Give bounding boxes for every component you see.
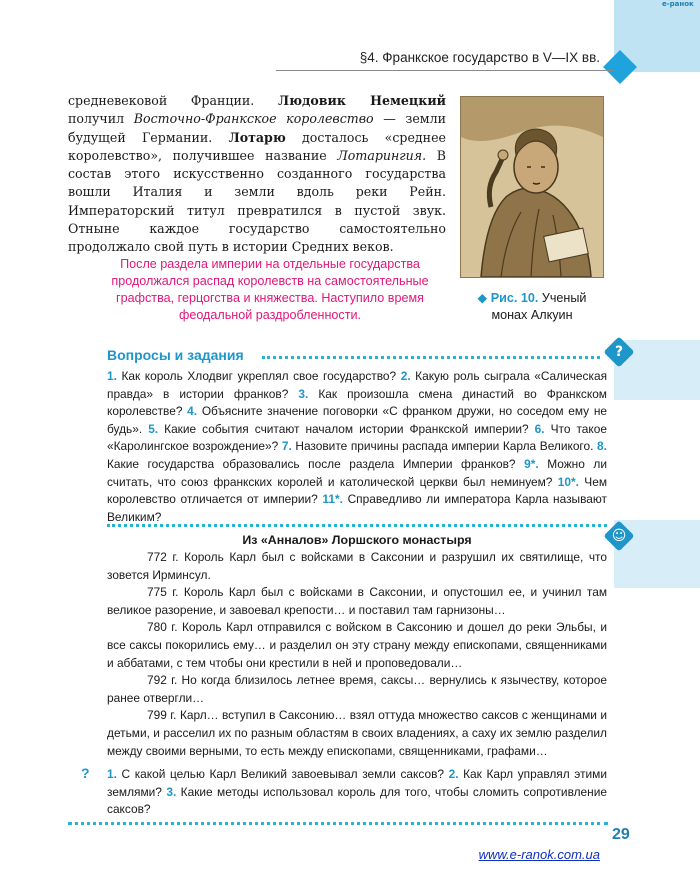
key-conclusion: После раздела империи на отдельные государства продолжался распад королевств на самостоятельные графства, герцогства и княжества. Наступило время феодальной раздробленности.: [111, 257, 429, 322]
questions-bottom-dots: [107, 524, 607, 527]
question-text: Как король Хлодвиг укреплял свое государство?: [121, 369, 397, 383]
question-text: С какой целью Карл Великий завоевывал земли саксов?: [121, 767, 444, 781]
document-icon: [603, 520, 634, 551]
main-text-part: получил: [68, 111, 134, 127]
publisher-logo: e-ранок: [662, 0, 694, 8]
question-number: 1.: [107, 369, 117, 383]
annal-entry: 780 г. Король Карл отправился с войском в Саксонию и дошел до реки Эльбы, и все саксы покорились ему… и разделил он эту страну между епископами, священниками и аббатами, с тем чтобы они крестили в ней и проповедовали…: [107, 620, 607, 670]
question-number: 6.: [534, 421, 545, 436]
term-east-kingdom: Восточно-Франкское королевство: [133, 111, 374, 127]
alcuin-portrait-image: [460, 96, 604, 278]
question-number: 2.: [400, 369, 411, 383]
question-text: Какую роль сыграла «Салическая правда» в истории франков?: [107, 369, 608, 401]
footer-dots: [68, 822, 608, 825]
question-text: Как Карл управлял этими землями?: [107, 767, 607, 799]
document-title: Из «Анналов» Лоршского монастыря: [242, 533, 472, 547]
document-questions: [107, 766, 607, 819]
annal-entry: 775 г. Король Карл был с войсками в Саксонии, и опустошил ее, и учинил там великое разорение, и завоевал крепости… и поставил там гарнизоны…: [107, 585, 607, 617]
question-text: Что такое «Каролингское возрождение»?: [107, 421, 607, 454]
main-text-part: — земли будущей Германии.: [68, 111, 446, 145]
question-text: Какие методы использовал король для того, чтобы сломить сопротивление саксов?: [107, 784, 607, 817]
annal-entry: 792 г. Но когда близилось летнее время, саксы… вернулись к язычеству, которое ранее отвергли…: [107, 673, 607, 705]
question-number: 3.: [298, 386, 309, 401]
annal-entry: 772 г. Король Карл был с войсками в Саксонии и разрушил их святилище, что зовется Ирминсул.: [107, 550, 607, 582]
term-ludovik: Людовик Немецкий: [277, 93, 447, 108]
question-icon: [603, 336, 634, 367]
annal-entry: 799 г. Карл… вступил в Саксонию… взял оттуда множество саксов с женщинами и детьми, и расселил их по разным областям в своих владениях, а саху их землю разделил между своими верными, то есть между епископами, священниками, графами…: [107, 708, 607, 758]
question-text: Можно ли считать, что союз франкских королей и католической церкви был неминуем?: [107, 456, 607, 489]
question-text: Назовите причины распада империи Карла Великого.: [295, 439, 594, 454]
question-number: 2.: [448, 767, 459, 781]
question-number: 4.: [187, 404, 198, 419]
question-number: 3.: [166, 784, 177, 799]
question-number: 9*.: [524, 456, 539, 471]
questions-title: Вопросы и задания: [107, 347, 244, 363]
question-mark-icon: ?: [81, 765, 90, 781]
main-text-part: В состав этого искусственно созданного государства вошли Италия и земли вдоль реки Рейн. Императорский титул превратился в пустой звук. Отныне каждое государство самостоятельно продолжало свой путь в истории Средних веков.: [68, 147, 446, 255]
main-text-part: средневековой Франции.: [68, 93, 278, 108]
question-number: 11*.: [322, 492, 343, 507]
question-text: Какие государства образовались после раздела Империи франков?: [107, 456, 516, 471]
figure-caption-text: Ученый монах Алкуин: [491, 291, 587, 322]
question-text: Справедливо ли императора Карла называют Великим?: [107, 492, 608, 524]
question-text: Как произошла смена династий во Франкском королевстве?: [107, 386, 607, 419]
questions-list: [107, 368, 607, 526]
question-text: Чем королевство отличается от империи?: [107, 474, 607, 507]
main-paragraph: [68, 92, 446, 257]
publisher-website-link[interactable]: www.e-ranok.com.ua: [478, 847, 600, 862]
document-icon-glyph: ☺: [611, 528, 627, 544]
portrait-drawing: [461, 97, 603, 277]
question-number: 5.: [148, 421, 159, 436]
page-number: 29: [612, 826, 630, 843]
question-number: 1.: [107, 767, 117, 781]
figure-label: Рис. 10.: [490, 291, 539, 305]
question-icon-glyph: ?: [614, 344, 624, 360]
question-text: Объясните значение поговорки «С франком дружи, но соседом ему не будь».: [107, 404, 608, 436]
main-text-part: досталось «среднее королевство», получившее название: [68, 129, 446, 163]
question-text: Какие события считают началом истории Франкской империи?: [164, 421, 529, 436]
question-number: 8.: [597, 439, 607, 454]
question-number: 10*.: [557, 474, 579, 489]
figure-caption: [462, 290, 602, 324]
section-header: §4. Франкское государство в V—IX вв.: [359, 50, 600, 65]
term-lotharingia: Лотарингия.: [337, 147, 427, 163]
document-excerpt: [107, 549, 607, 760]
questions-title-dots: [262, 356, 600, 359]
caption-diamond-icon: ◆: [477, 291, 488, 305]
header-rule: [276, 70, 614, 71]
term-lothair: Лотарю: [228, 129, 286, 145]
question-number: 7.: [281, 439, 292, 454]
